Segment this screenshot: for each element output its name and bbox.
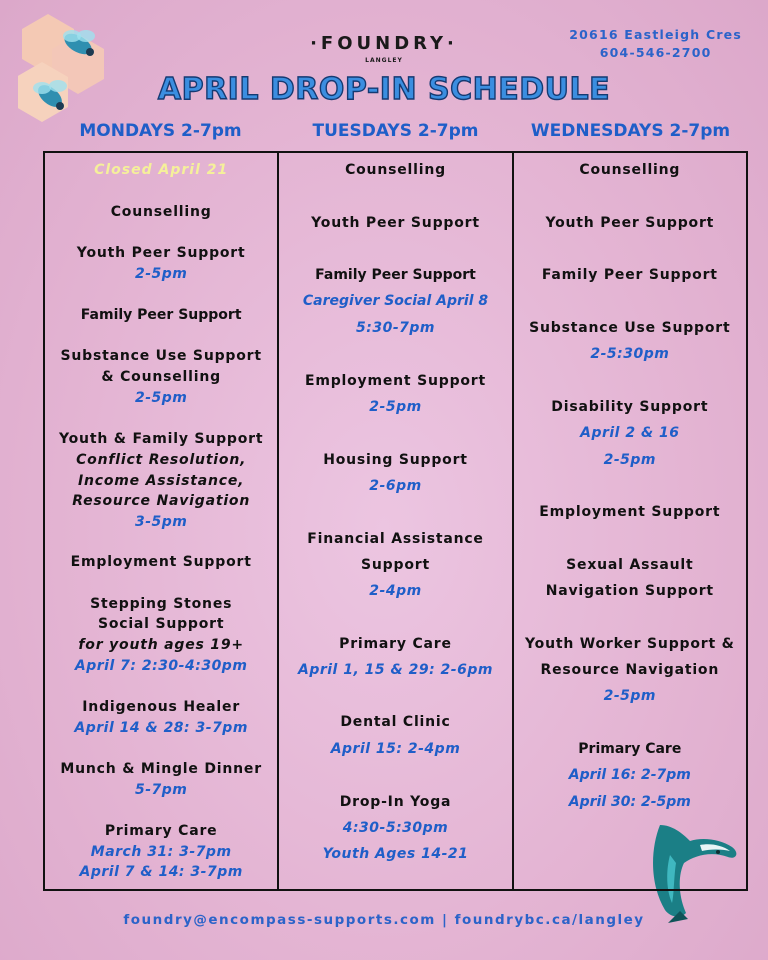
- tuesday-column: [277, 153, 511, 889]
- monday-munch: Munch & Mingle Dinner: [60, 761, 262, 777]
- monday-indigenous-time: April 14 & 28: 3-7pm: [74, 720, 248, 736]
- tuesday-housing-time: 2-6pm: [369, 478, 422, 494]
- brand-name: ·FOUNDRY·: [310, 33, 458, 54]
- wednesday-sexual-1: Sexual Assault: [566, 557, 694, 573]
- monday-yfs-1: Conflict Resolution,: [76, 452, 247, 468]
- tuesday-housing: Housing Support: [323, 452, 468, 468]
- tuesday-financial-1: Financial Assistance: [307, 531, 484, 547]
- wednesday-youth-peer: Youth Peer Support: [545, 215, 715, 231]
- wednesday-primary-time-1: April 16: 2-7pm: [568, 767, 691, 783]
- closed-notice: Closed April 21: [94, 162, 229, 178]
- tuesday-caregiver-time: 5:30-7pm: [356, 320, 435, 336]
- wednesday-youth-worker-time: 2-5pm: [603, 688, 657, 704]
- monday-substance-2: & Counselling: [101, 369, 221, 385]
- wednesday-youth-worker-1: Youth Worker Support &: [525, 636, 735, 652]
- monday-youth-peer-time: 2-5pm: [134, 266, 188, 282]
- tuesday-employment: Employment Support: [304, 373, 487, 389]
- wednesday-family-peer: Family Peer Support: [541, 267, 718, 283]
- monday-primary-time-2: April 7 & 14: 3-7pm: [79, 864, 243, 880]
- tuesday-financial-time: 2-4pm: [369, 583, 422, 599]
- tuesday-yoga: Drop-In Yoga: [339, 794, 452, 810]
- monday-family-peer: Family Peer Support: [80, 307, 242, 323]
- tuesday-caregiver: Caregiver Social April 8: [302, 293, 489, 309]
- monday-substance-1: Substance Use Support: [60, 348, 262, 364]
- page-title: APRIL DROP-IN SCHEDULE: [157, 72, 611, 107]
- day-header-wednesday: WEDNESDAYS 2-7pm: [530, 121, 731, 141]
- wednesday-disability-dates: April 2 & 16: [580, 425, 680, 441]
- wednesday-counselling: Counselling: [579, 162, 681, 178]
- wednesday-substance-time: 2-5:30pm: [590, 346, 670, 362]
- tuesday-primary-time: April 1, 15 & 29: 2-6pm: [298, 662, 493, 678]
- tuesday-employment-time: 2-5pm: [369, 399, 422, 415]
- monday-primary-time-1: March 31: 3-7pm: [90, 844, 232, 860]
- street-address: 20616 Eastleigh Cres: [569, 27, 742, 42]
- phone-number: 604-546-2700: [599, 45, 712, 60]
- tuesday-primary: Primary Care: [339, 636, 452, 652]
- wednesday-primary-time-2: April 30: 2-5pm: [568, 794, 691, 810]
- wednesday-substance: Substance Use Support: [529, 320, 731, 336]
- monday-stepping-time: April 7: 2:30-4:30pm: [74, 658, 248, 674]
- wednesday-sexual-2: Navigation Support: [545, 583, 714, 599]
- tuesday-family-peer: Family Peer Support: [315, 267, 476, 283]
- wednesday-disability: Disability Support: [551, 399, 709, 415]
- monday-column: [45, 153, 277, 889]
- tuesday-financial-2: Support: [361, 557, 430, 573]
- monday-yfs-time: 3-5pm: [134, 514, 188, 530]
- wednesday-youth-worker-2: Resource Navigation: [540, 662, 720, 678]
- wednesday-disability-time: 2-5pm: [603, 452, 657, 468]
- monday-stepping-2: Social Support: [97, 616, 225, 632]
- tuesday-dental: Dental Clinic: [340, 714, 451, 730]
- monday-indigenous: Indigenous Healer: [82, 699, 241, 715]
- tuesday-dental-time: April 15: 2-4pm: [330, 741, 461, 757]
- monday-primary: Primary Care: [104, 823, 218, 839]
- bee-hex-icon: [18, 14, 118, 124]
- address-block: [569, 26, 742, 62]
- day-header-monday: MONDAYS 2-7pm: [79, 121, 242, 141]
- tuesday-counselling: Counselling: [345, 162, 446, 178]
- tuesday-youth-peer: Youth Peer Support: [311, 215, 480, 231]
- monday-substance-time: 2-5pm: [134, 390, 188, 406]
- monday-counselling: Counselling: [110, 204, 212, 220]
- schedule-table: [43, 151, 748, 891]
- monday-munch-time: 5-7pm: [134, 782, 188, 798]
- monday-yfs-3: Resource Navigation: [72, 493, 251, 509]
- wednesday-primary: Primary Care: [578, 741, 682, 757]
- tuesday-yoga-ages: Youth Ages 14-21: [322, 846, 469, 862]
- monday-employment: Employment Support: [70, 554, 252, 570]
- footer-contact[interactable]: foundry@encompass-supports.com | foundrybc.ca/langley: [123, 912, 645, 928]
- tuesday-yoga-time: 4:30-5:30pm: [342, 820, 449, 836]
- day-header-tuesday: TUESDAYS 2-7pm: [312, 121, 479, 141]
- monday-yfs: Youth & Family Support: [58, 431, 264, 447]
- monday-youth-peer: Youth Peer Support: [76, 245, 246, 261]
- wednesday-employment: Employment Support: [539, 504, 721, 520]
- monday-stepping-3: for youth ages 19+: [78, 637, 244, 653]
- wednesday-column: [512, 153, 746, 889]
- day-headers: [43, 121, 748, 141]
- monday-yfs-2: Income Assistance,: [78, 473, 245, 489]
- brand-subtitle: LANGLEY: [365, 57, 403, 64]
- monday-stepping-1: Stepping Stones: [90, 596, 233, 612]
